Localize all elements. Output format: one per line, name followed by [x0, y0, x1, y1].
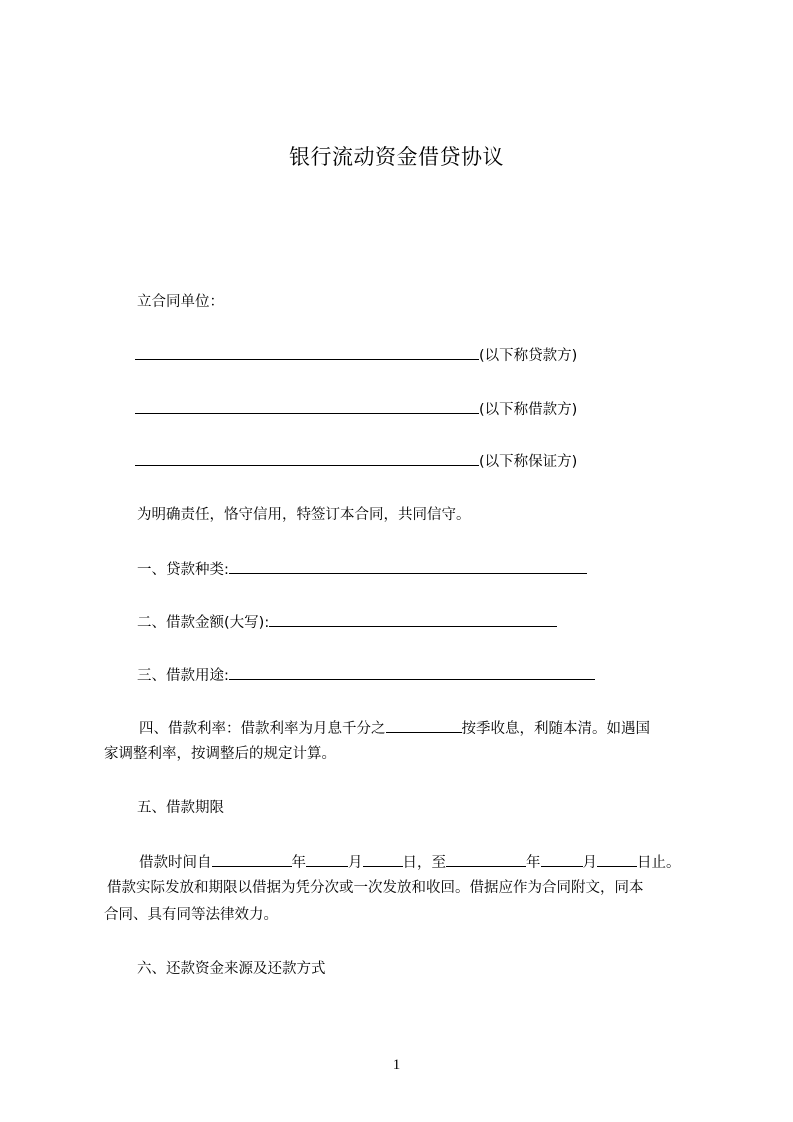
party-lender-line — [135, 344, 577, 366]
clause-3-label: 三、借款用途: — [137, 668, 229, 684]
page-number: 1 — [392, 1057, 401, 1073]
document-title: 银行流动资金借贷协议 — [289, 145, 504, 169]
party-borrower-line — [135, 398, 577, 420]
clause-3-line — [137, 664, 595, 686]
term-prefix: 借款时间自 — [139, 855, 212, 871]
clause-2-label: 二、借款金额(大写): — [137, 615, 270, 631]
clause-2-line — [137, 611, 557, 633]
term-day-end-label: 日止。 — [637, 855, 681, 871]
party-guarantor-blank[interactable] — [135, 450, 479, 466]
clause-1-label: 一、贷款种类: — [137, 562, 229, 578]
start-day-blank[interactable] — [363, 851, 403, 867]
intro-text: 为明确责任，恪守信用，特签订本合同，共同信守。 — [137, 507, 471, 523]
party-borrower-blank[interactable] — [135, 398, 479, 414]
party-guarantor-line — [135, 450, 577, 472]
end-month-blank[interactable] — [541, 851, 583, 867]
clause-6-heading: 六、还款资金来源及还款方式 — [137, 961, 326, 977]
end-year-blank[interactable] — [446, 851, 526, 867]
term-line-3: 合同、具有同等法律效力。 — [104, 907, 278, 923]
end-day-blank[interactable] — [597, 851, 637, 867]
clause-4-prefix: 四、借款利率：借款利率为月息千分之 — [139, 721, 386, 737]
party-borrower-label: (以下称借款方) — [479, 402, 578, 418]
party-lender-blank[interactable] — [135, 344, 479, 360]
term-year-label: 年 — [291, 855, 306, 871]
clause-5-heading: 五、借款期限 — [137, 800, 224, 816]
loan-purpose-blank[interactable] — [229, 664, 595, 680]
clause-1-line — [137, 558, 587, 580]
start-year-blank[interactable] — [212, 851, 292, 867]
parties-heading: 立合同单位： — [137, 294, 224, 310]
start-month-blank[interactable] — [306, 851, 348, 867]
clause-4-suffix: 按季收息，利随本清。如遇国 — [461, 721, 650, 737]
term-line-1 — [139, 851, 681, 873]
term-year2-label: 年 — [526, 855, 541, 871]
party-guarantor-label: (以下称保证方) — [479, 454, 578, 470]
term-month-label: 月 — [348, 855, 363, 871]
party-lender-label: (以下称贷款方) — [479, 348, 578, 364]
term-day-to-label: 日，至 — [402, 855, 446, 871]
loan-amount-blank[interactable] — [269, 611, 557, 627]
clause-4-line-2: 家调整利率，按调整后的规定计算。 — [104, 746, 336, 762]
clause-4-line-1 — [139, 717, 650, 739]
loan-type-blank[interactable] — [229, 558, 587, 574]
interest-rate-blank[interactable] — [386, 717, 462, 733]
term-month2-label: 月 — [582, 855, 597, 871]
term-line-2: 借款实际发放和期限以借据为凭分次或一次发放和收回。借据应作为合同附文，同本 — [107, 880, 644, 896]
